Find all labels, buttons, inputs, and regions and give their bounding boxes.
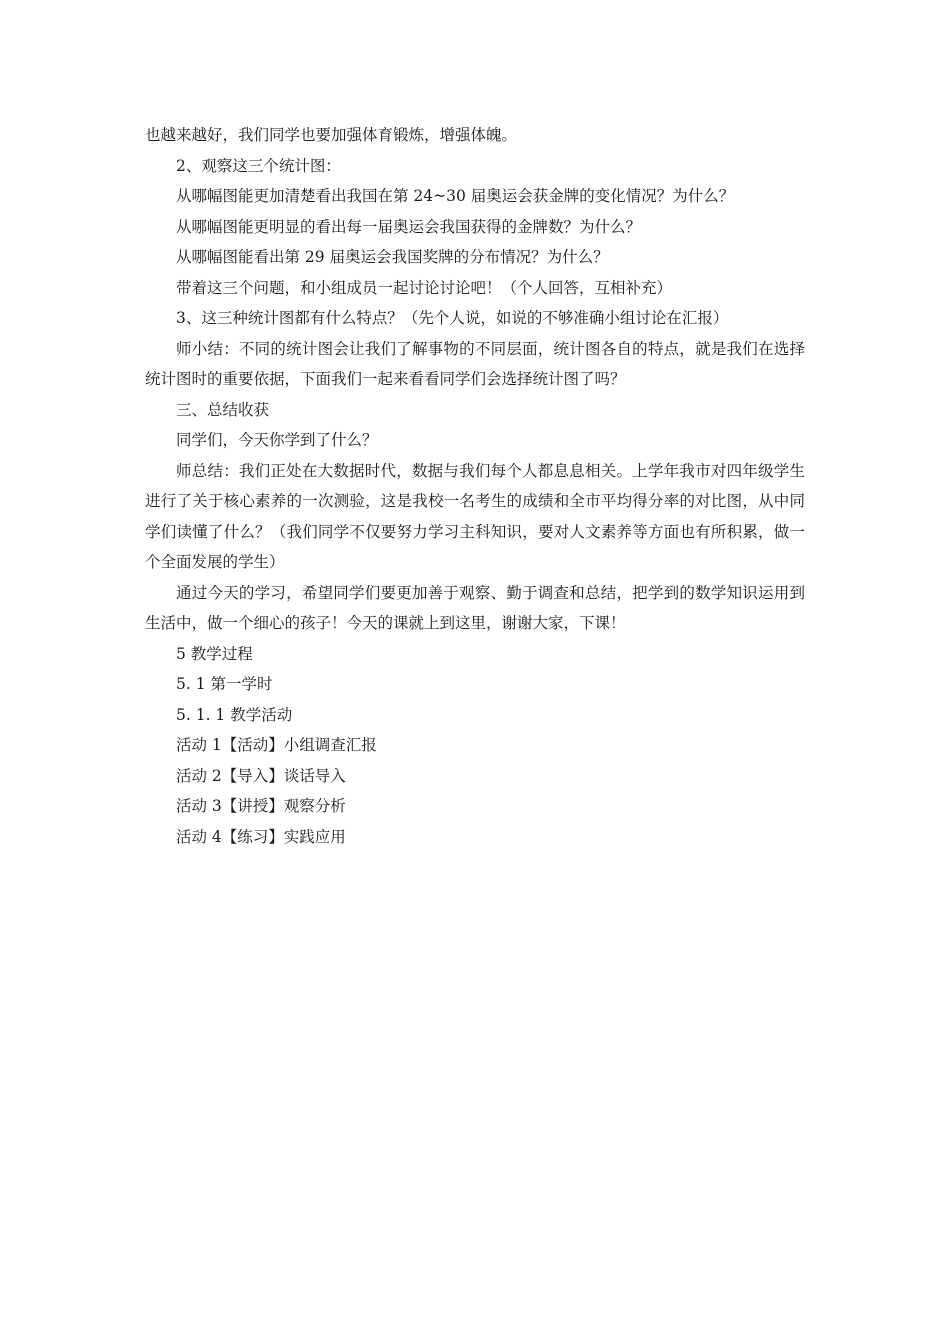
paragraph-group-discussion: 带着这三个问题，和小组成员一起讨论讨论吧！（个人回答，互相补充） xyxy=(176,278,673,297)
paragraph-observe-charts: 2、观察这三个统计图： xyxy=(176,156,341,175)
question-gold-count: 从哪幅图能更明显的看出每一届奥运会我国获得的金牌数？为什么？ xyxy=(176,217,642,236)
activity-item-4: 活动 4【练习】实践应用 xyxy=(176,827,346,846)
paragraph-chart-features: 3、这三种统计图都有什么特点？（先个人说，如说的不够准确小组讨论在汇报） xyxy=(176,309,729,327)
section-heading-summary: 三、总结收获 xyxy=(176,400,270,419)
heading-first-period: 5. 1 第一学时 xyxy=(176,675,273,693)
paragraph-teacher-summary: 师小结：不同的统计图会让我们了解事物的不同层面，统计图各自的特点，就是我们在选择统计图时的重要依据，下面我们一起来看看同学们会选择统计图了吗？ xyxy=(145,339,805,388)
activity-item-3: 活动 3【讲授】观察分析 xyxy=(176,797,346,815)
document-page xyxy=(145,120,805,852)
heading-teaching-process: 5 教学过程 xyxy=(176,644,253,663)
activity-item-1: 活动 1【活动】小组调查汇报 xyxy=(176,736,377,754)
heading-teaching-activities: 5. 1. 1 教学活动 xyxy=(176,705,293,724)
paragraph-what-learned: 同学们，今天你学到了什么？ xyxy=(176,431,378,449)
paragraph-continuation: 也越来越好，我们同学也要加强体育锻炼，增强体魄。 xyxy=(145,126,518,144)
paragraph-teacher-conclusion: 师总结：我们正处在大数据时代，数据与我们每个人都息息相关。上学年我市对四年级学生进行了关于核心素养的一次测验，这是我校一名考生的成绩和全市平均得分率的对比图，从中同学们读懂了什么？（我们同学不仅要努力学习主科知识，要对人文素养等方面也有所积累，做一个全面发展的学生） xyxy=(145,461,805,571)
paragraph-closing: 通过今天的学习，希望同学们要更加善于观察、勤于调查和总结，把学到的数学知识运用到生活中，做一个细心的孩子！今天的课就上到这里，谢谢大家，下课！ xyxy=(145,583,805,632)
question-gold-trend: 从哪幅图能更加清楚看出我国在第 24~30 届奥运会获金牌的变化情况？为什么？ xyxy=(176,187,735,205)
activity-item-2: 活动 2【导入】谈话导入 xyxy=(176,766,346,785)
question-medal-distribution: 从哪幅图能看出第 29 届奥运会我国奖牌的分布情况？为什么？ xyxy=(176,248,609,266)
